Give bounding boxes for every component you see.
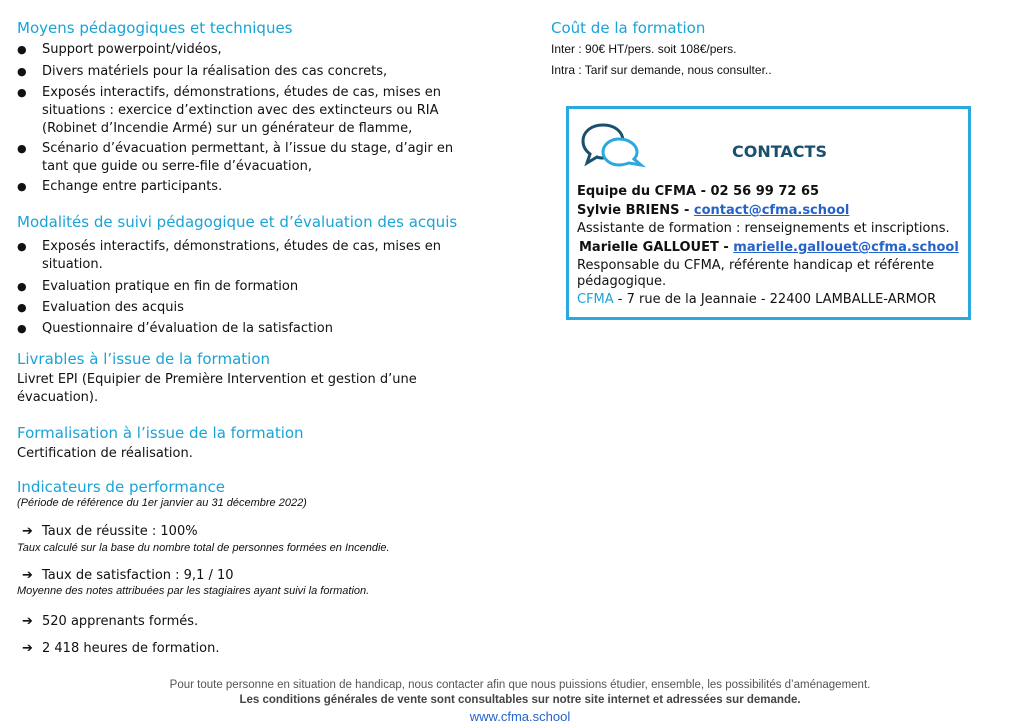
- price-intra: Intra : Tarif sur demande, nous consulter..: [551, 63, 772, 77]
- indicator-satisfaction: ➔ Taux de satisfaction : 9,1 / 10: [22, 568, 234, 583]
- indicator-heures: ➔ 2 418 heures de formation.: [22, 641, 220, 656]
- footer-conditions: Les conditions générales de vente sont consultables sur notre site internet et adressées sur demande.: [239, 694, 801, 706]
- formalisation-text: Certification de réalisation.: [17, 446, 193, 461]
- arrow-right-icon: ➔: [22, 568, 33, 583]
- footer-website-link[interactable]: www.cfma.school: [469, 709, 571, 724]
- reussite-note: Taux calculé sur la base du nombre total de personnes formées en Incendie.: [17, 542, 390, 554]
- arrow-right-icon: ➔: [22, 614, 33, 629]
- contacts-box: [566, 106, 971, 320]
- section-title-formalisation: Formalisation à l’issue de la formation: [17, 424, 304, 442]
- section-title-moyens: Moyens pédagogiques et techniques: [17, 19, 293, 37]
- contact-sylvie-role: Assistante de formation : renseignements et inscriptions.: [577, 221, 950, 236]
- contact-marielle-role-1: Responsable du CFMA, référente handicap et référente: [577, 258, 935, 273]
- indicator-reussite: ➔ Taux de réussite : 100%: [22, 524, 198, 539]
- livrables-text: Livret EPI (Equipier de Première Intervention et gestion d’une évacuation).: [17, 372, 417, 405]
- contact-marielle: Marielle GALLOUET - marielle.gallouet@cfma.school: [579, 240, 959, 255]
- speech-bubbles-icon: [579, 121, 647, 171]
- satisfaction-note: Moyenne des notes attribuées par les stagiaires ayant suivi la formation.: [17, 585, 370, 597]
- arrow-right-icon: ➔: [22, 524, 33, 539]
- contact-address: CFMA - 7 rue de la Jeannaie - 22400 LAMBALLE-ARMOR: [577, 292, 937, 307]
- contact-marielle-role-2: pédagogique.: [577, 274, 667, 289]
- price-inter: Inter : 90€ HT/pers. soit 108€/pers.: [551, 42, 737, 56]
- contact-sylvie: Sylvie BRIENS - contact@cfma.school: [577, 203, 850, 218]
- section-title-modalites: Modalités de suivi pédagogique et d’évaluation des acquis: [17, 213, 458, 231]
- section-title-livrables: Livrables à l’issue de la formation: [17, 350, 271, 368]
- contacts-heading: CONTACTS: [732, 142, 827, 161]
- arrow-right-icon: ➔: [22, 641, 33, 656]
- section-title-cout: Coût de la formation: [551, 19, 706, 37]
- contact-equipe: Equipe du CFMA - 02 56 99 72 65: [577, 184, 820, 199]
- email-link-contact[interactable]: contact@cfma.school: [693, 203, 850, 218]
- section-title-indicateurs: Indicateurs de performance: [17, 478, 226, 496]
- email-link-marielle[interactable]: marielle.gallouet@cfma.school: [733, 240, 959, 255]
- footer-handicap: Pour toute personne en situation de handicap, nous contacter afin que nous puissions étudier, ensemble, les possibilités d’aménagement.: [169, 679, 871, 691]
- indicator-apprenants: ➔ 520 apprenants formés.: [22, 614, 199, 629]
- period-note: (Période de référence du 1er janvier au 31 décembre 2022): [17, 497, 307, 509]
